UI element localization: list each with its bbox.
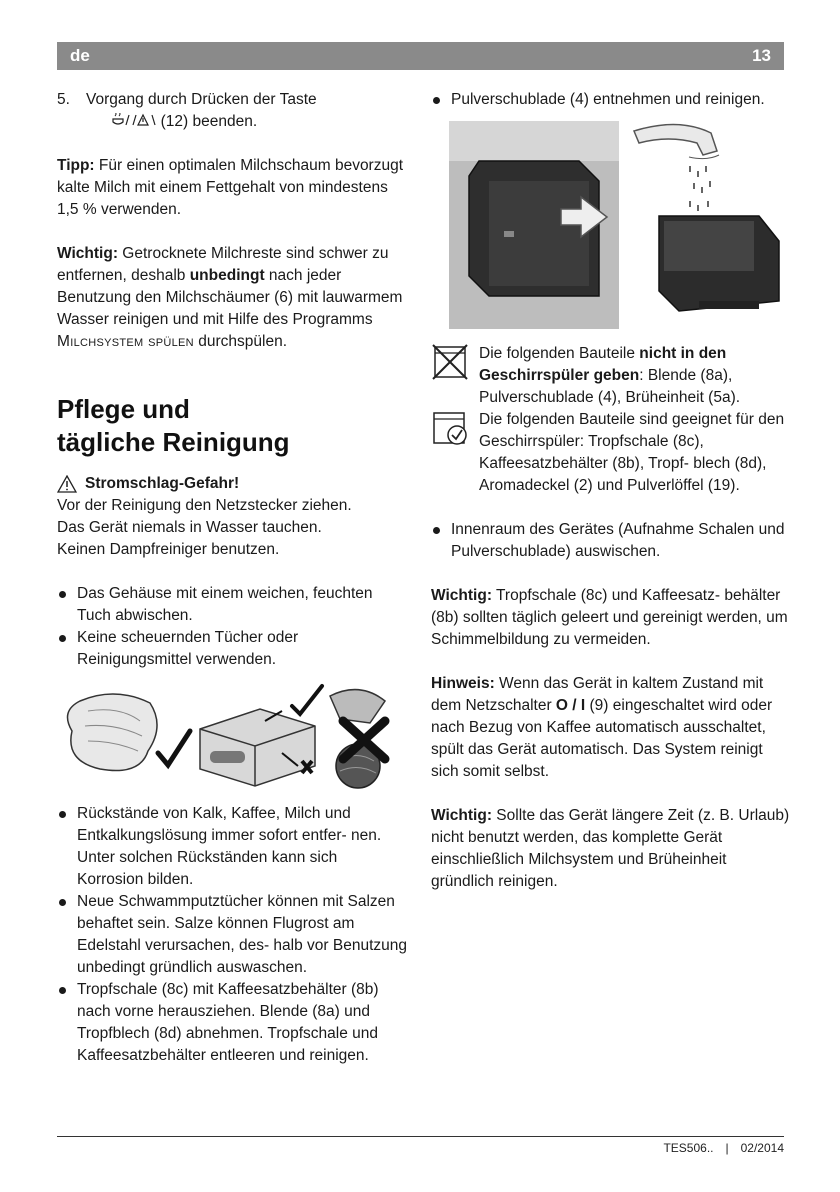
list-item: Tropfschale (8c) mit Kaffeesatzbehälter (8b) nach vorne herausziehen. Blende (8a) und Tropfblech (8d) abnehmen. Tropfschale und Kaffeesatzbehälter entleeren und reinigen. — [57, 979, 407, 1067]
important-label: Wichtig: — [431, 807, 492, 824]
no-dishwasher-icon — [431, 343, 469, 381]
footer-rule — [57, 1136, 784, 1137]
bullet-list-1 — [57, 583, 407, 671]
note-text-1: Wenn das Gerät in kaltem Zustand mit dem Netzschalter — [431, 675, 764, 714]
list-item: Pulverschublade (4) entnehmen und reinigen. — [431, 89, 791, 111]
footer-date: 02/2014 — [740, 1141, 784, 1155]
warning-line-3: Keinen Dampfreiniger benutzen. — [57, 541, 280, 558]
list-item: Innenraum des Gerätes (Aufnahme Schalen und Pulverschublade) auswischen. — [431, 519, 791, 563]
important-paragraph-3 — [431, 805, 791, 893]
section-heading — [57, 393, 407, 459]
step-5 — [57, 89, 407, 133]
list-item: Rückstände von Kalk, Kaffee, Milch und Entkalkungslösung immer sofort entfer- nen. Unter solchen Rückständen kann sich Korrosion bilden. — [57, 803, 407, 891]
dishwasher-safe-icon — [431, 409, 469, 447]
tip-text: Für einen optimalen Milchschaum bevorzugt kalte Milch mit einem Fettgehalt von mindestens 1,5 % verwenden. — [57, 157, 404, 218]
note-paragraph — [431, 673, 791, 783]
note-bold: O / I — [555, 697, 586, 714]
model-number: TES506.. — [663, 1141, 714, 1155]
powder-drawer-illustration — [449, 121, 784, 331]
page-number: 13 — [752, 46, 771, 65]
important-bold: unbedingt — [189, 267, 265, 284]
warning-line-2: Das Gerät niemals in Wasser tauchen. — [57, 519, 322, 536]
important-text-2: nach jeder Benutzung den Milchschäumer (6) mit lauwarmem Wasser reinigen und mit Hilfe des Programms — [57, 267, 403, 328]
dishwasher-notes — [431, 343, 791, 497]
steam-milk-icon — [112, 113, 156, 127]
dishwasher-ok-text: Die folgenden Bauteile sind geeignet für den Geschirrspüler: Tropfschale (8c), Kaffeesatzbehälter (8b), Tropf- blech (8d), Aromadeckel (2) und Pulverlöffel (19). — [479, 411, 785, 494]
list-item: Das Gehäuse mit einem weichen, feuchten Tuch abwischen. — [57, 583, 407, 627]
faucet-icon — [634, 124, 719, 158]
sponge-icon — [200, 709, 315, 786]
important-text-3: durchspülen. — [193, 333, 287, 350]
warning-line-1: Vor der Reinigung den Netzstecker ziehen. — [57, 497, 352, 514]
left-column — [57, 89, 407, 1067]
cloth-icon — [67, 694, 157, 771]
right-column — [431, 89, 791, 893]
note-label: Hinweis: — [431, 675, 495, 692]
list-item: Neue Schwammputztücher können mit Salzen behaftet sein. Salze können Flugrost am Edelstahl verursachen, des- halb vor Benutzung unbedingt gründlich auswaschen. — [57, 891, 407, 979]
language-code: de — [70, 46, 90, 65]
warning-triangle-icon — [57, 475, 77, 493]
heading-line-2: tägliche Reinigung — [57, 427, 290, 457]
bullet-list-2 — [57, 803, 407, 1067]
tip-paragraph — [57, 155, 407, 221]
important-paragraph-2 — [431, 585, 791, 651]
water-drops — [689, 166, 711, 211]
cleaning-materials-illustration — [60, 681, 405, 791]
important-paragraph-1 — [57, 243, 407, 353]
page-footer — [663, 1141, 784, 1155]
program-name: Milchsystem spülen — [57, 333, 194, 350]
page-header-bar — [57, 42, 784, 70]
warning-title-row — [57, 473, 407, 495]
step-number: 5. — [57, 91, 70, 108]
step-5-line2: (12) beenden. — [160, 113, 258, 130]
bullet-list-interior — [431, 519, 791, 563]
warning-title: Stromschlag-Gefahr! — [85, 475, 240, 492]
heading-line-1: Pflege und — [57, 394, 190, 424]
footer-separator: | — [725, 1141, 729, 1155]
dishwasher-ok-row — [431, 409, 791, 497]
important-text: Tropfschale (8c) und Kaffeesatz- behälter (8b) sollten täglich geleert und gereinigt werden, um Schimmelbildung zu vermeiden. — [431, 587, 788, 648]
checkmark-icon — [158, 731, 190, 765]
important-text-1: Getrocknete Milchreste sind schwer zu entfernen, deshalb — [57, 245, 389, 284]
bullet-list-top — [431, 89, 791, 111]
list-item: Keine scheuernden Tücher oder Reinigungsmittel verwenden. — [57, 627, 407, 671]
tip-label: Tipp: — [57, 157, 95, 174]
note-text-2: (9) eingeschaltet wird oder nach Bezug von Kaffee automatisch ausschaltet, spült das Gerät automatisch. Das System reinigt sich somit selbst. — [431, 697, 773, 780]
warning-block — [57, 473, 407, 561]
not-dishwasher-text-2: : Blende (8a), Pulverschublade (4), Brüheinheit (5a). — [479, 367, 741, 406]
drawer-icon — [659, 216, 779, 311]
not-dishwasher-text-1: Die folgenden Bauteile — [479, 345, 640, 362]
important-label: Wichtig: — [57, 245, 118, 262]
important-text: Sollte das Gerät längere Zeit (z. B. Urlaub) nicht benutzt werden, das komplette Gerät einschließlich Milchsystem und Brüheinheit gründlich reinigen. — [431, 807, 790, 890]
not-dishwasher-bold: nicht in den Geschirrspüler geben — [479, 345, 727, 384]
not-dishwasher-row — [431, 343, 791, 409]
checkmark-icon — [292, 686, 322, 714]
important-label: Wichtig: — [431, 587, 492, 604]
step-5-line1: Vorgang durch Drücken der Taste — [86, 91, 317, 108]
